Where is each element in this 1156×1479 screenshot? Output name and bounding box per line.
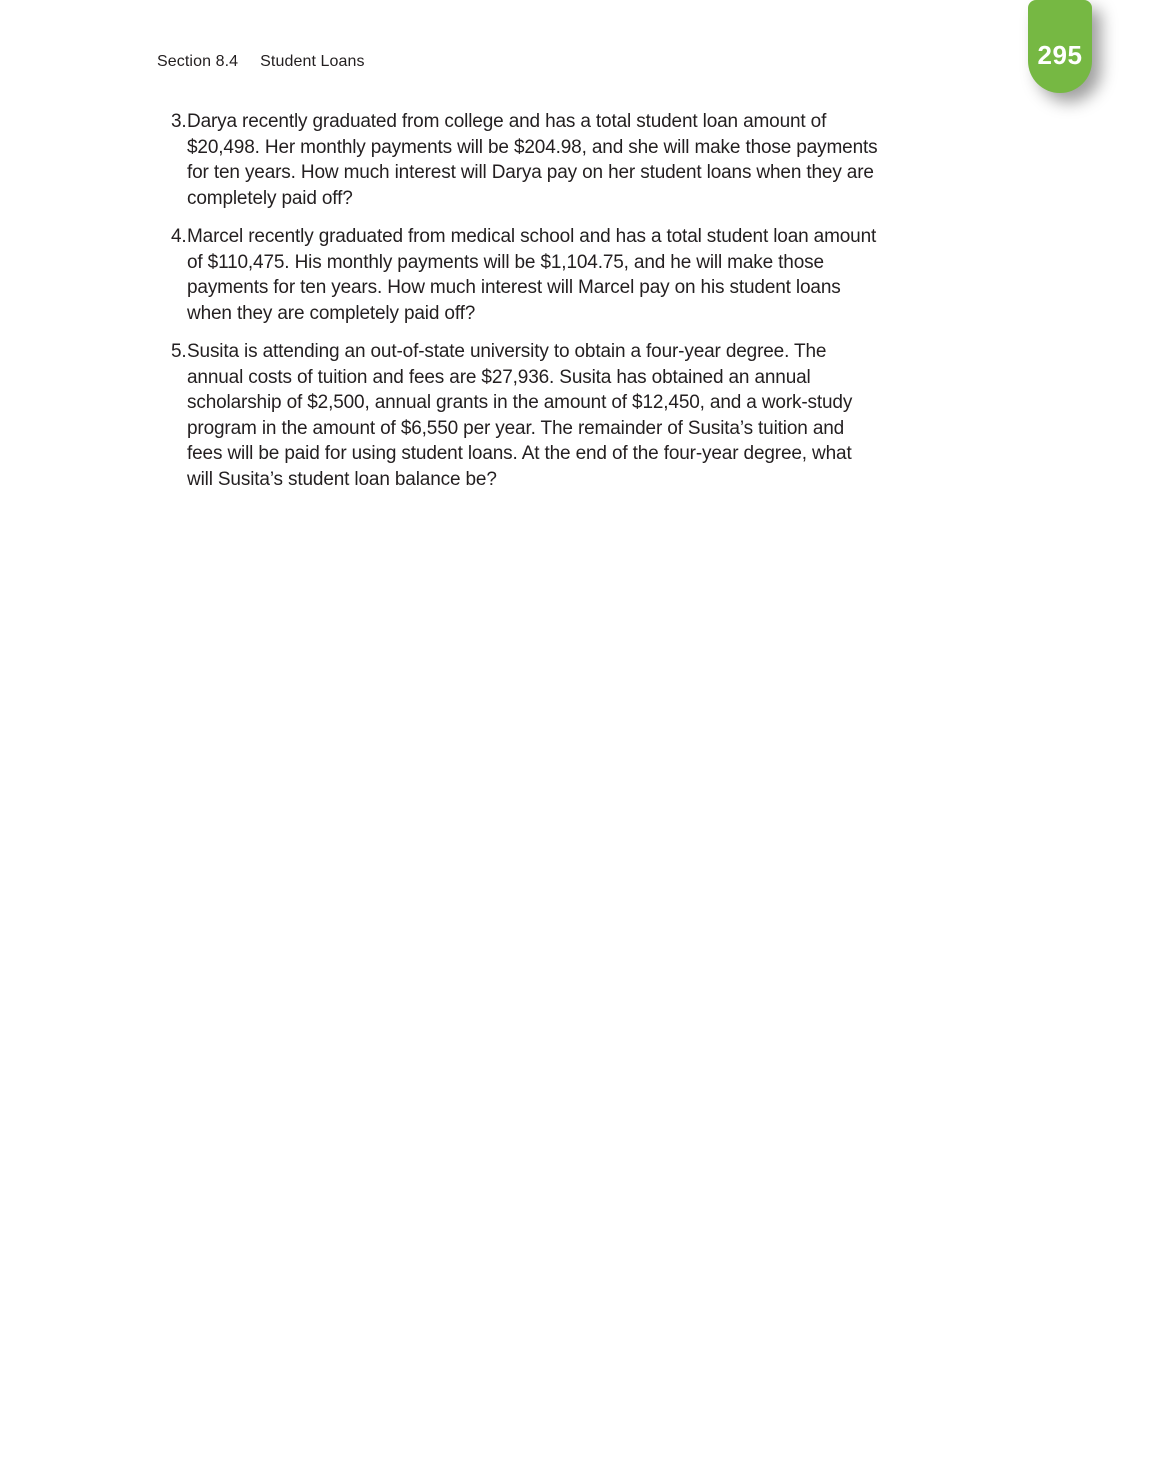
problem-number: 4. <box>171 226 187 247</box>
problem-item-4 <box>157 224 887 326</box>
section-title: Student Loans <box>260 53 365 70</box>
problem-item-3 <box>157 109 887 211</box>
problems-list <box>157 109 887 505</box>
problem-number: 5. <box>171 341 187 362</box>
page-number: 295 <box>1037 40 1083 70</box>
problem-item-5 <box>157 339 887 492</box>
problem-text: Susita is attending an out-of-state university to obtain a four-year degree. The annual costs of tuition and fees are $27,936. Susita has obtained an annual scholarship of $2,500, annual grants in the amount of $12,450, and a work-study program in the amount of $6,550 per year. The remainder of Susita’s tuition and fees will be paid for using student loans. At the end of the four-year degree, what will Susita’s student loan balance be? <box>187 341 853 490</box>
problem-text: Marcel recently graduated from medical school and has a total student loan amount of $110,475. His monthly payments will be $1,104.75, and he will make those payments for ten years. How much interest will Marcel pay on his student loans when they are completely paid off? <box>187 226 877 324</box>
problem-number: 3. <box>171 111 187 132</box>
running-head <box>157 52 365 72</box>
problem-text: Darya recently graduated from college and has a total student loan amount of $20,498. Her monthly payments will be $204.98, and she will make those payments for ten years. How much interest will Darya pay on her student loans when they are completely paid off? <box>187 111 878 209</box>
page-number-badge <box>1028 0 1092 93</box>
section-label: Section 8.4 <box>157 53 239 70</box>
